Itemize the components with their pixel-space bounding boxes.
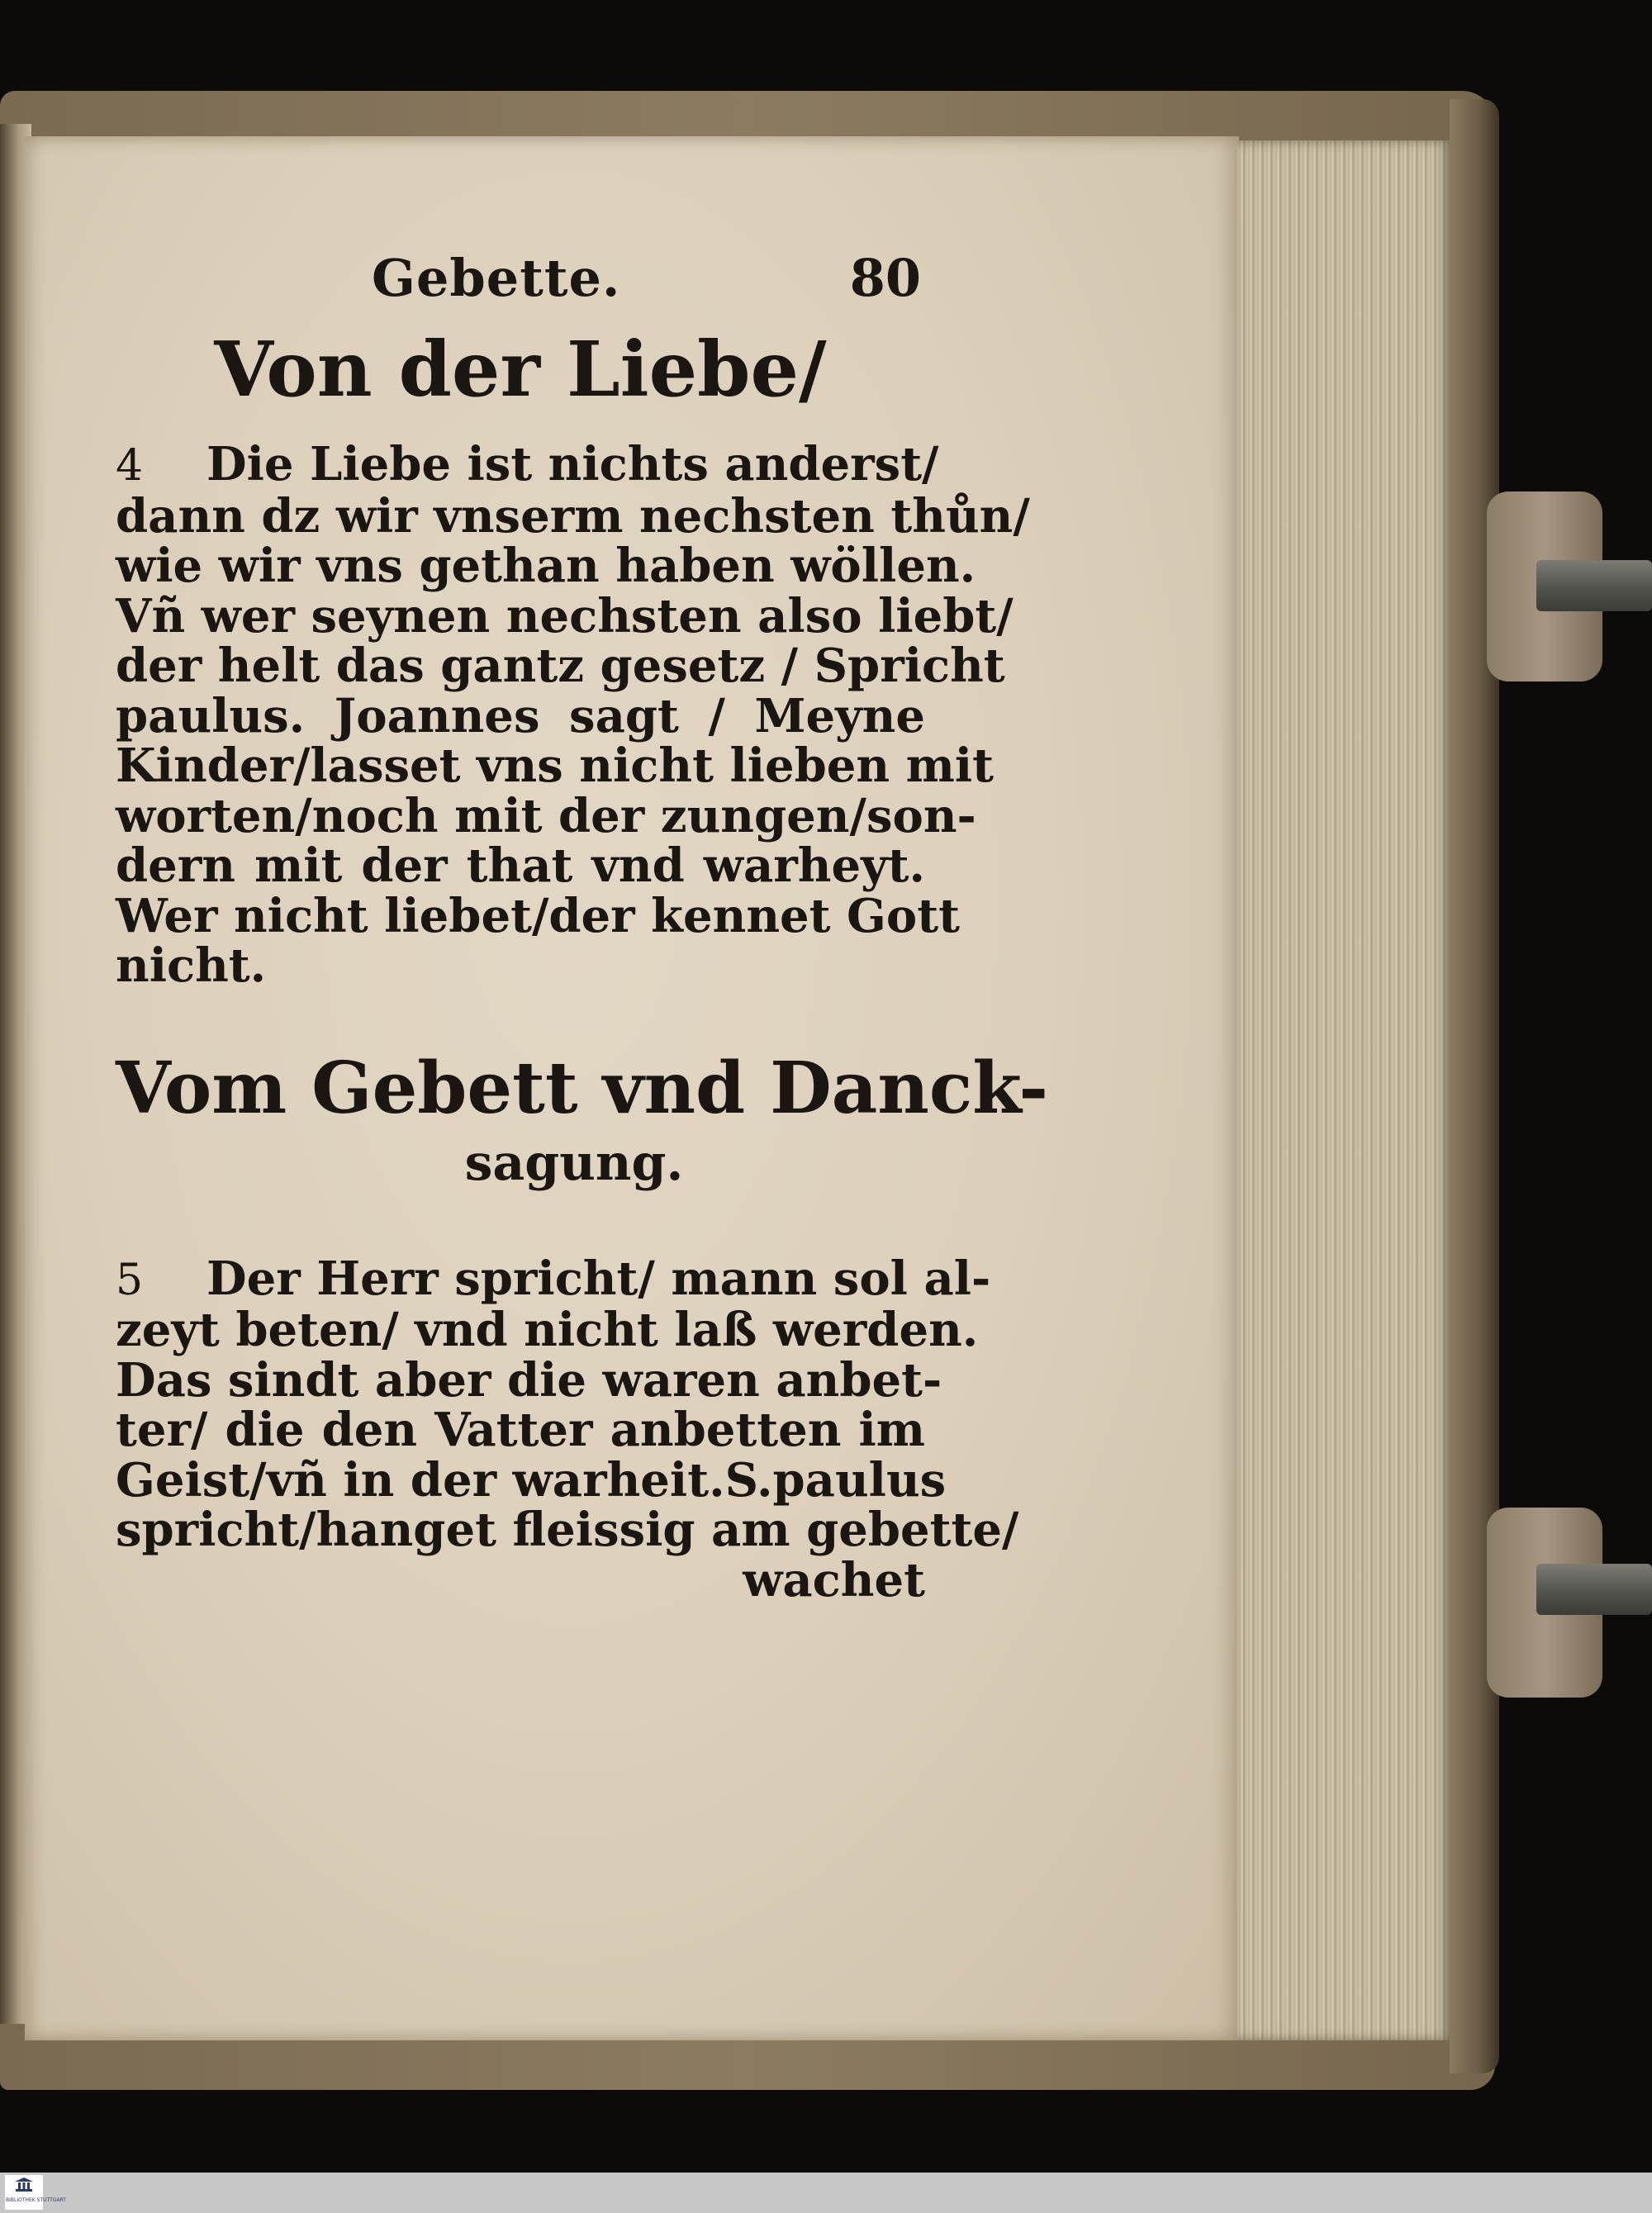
verse-number: 5 (116, 1255, 144, 1305)
verse-number: 4 (116, 441, 144, 491)
page-text (116, 248, 1049, 1608)
verse-line: paulus. Joannes sagt / Meyne (116, 688, 925, 743)
verse-line (116, 1251, 991, 1306)
running-title: Gebette. (372, 248, 621, 308)
cover-edge-right (1450, 99, 1499, 2073)
verse-line-text: Der Herr spricht/ mann sol al- (206, 1251, 991, 1306)
verse-line: wie wir vns gethan haben wöllen. (116, 539, 976, 593)
clasp-pin-upper (1536, 560, 1652, 611)
verse-line: spricht/hanget fleissig am gebette/ (116, 1503, 1019, 1557)
verse-line: der helt das gantz gesetz / Spricht (116, 639, 1005, 693)
clasp-pin-lower (1536, 1564, 1652, 1615)
section-heading-prayer-continued: sagung. (464, 1133, 684, 1192)
verse-line: Wer nicht liebet/der kennet Gott (116, 888, 960, 943)
verse-line: worten/noch mit der zungen/son- (116, 788, 976, 843)
section-heading-love: Von der Liebe/ (214, 325, 827, 414)
verse-line: ter/ die den Vatter anbetten im (116, 1403, 925, 1457)
verse-line: dern mit der that vnd warheyt. (116, 838, 925, 893)
viewer-footer-bar (0, 2173, 1652, 2213)
verse-line: Vñ wer seynen nechsten also liebt/ (116, 588, 1014, 643)
folio-number: 80 (849, 248, 921, 308)
verse-line: zeyt beten/ vnd nicht laß werden. (116, 1303, 979, 1357)
library-logo-icon (14, 2177, 34, 2196)
verse-line: Kinder/lasset vns nicht lieben mit (116, 738, 995, 793)
verse-line: Geist/vñ in der warheit.S.paulus (116, 1452, 947, 1508)
verse-line-text: Die Liebe ist nichts anderst/ (206, 437, 939, 492)
verse-line: nicht. (116, 938, 267, 993)
section-heading-prayer: Vom Gebett vnd Danck- (116, 1046, 1049, 1130)
verse-line: Das sindt aber die waren anbet- (116, 1352, 942, 1408)
verse-line: dann dz wir vnserm nechsten thůn/ (116, 488, 1030, 544)
page-block-fore-edge (1237, 140, 1452, 2040)
library-logo-text: BIBLIOTHEK STUTTGART (6, 2197, 66, 2203)
verse-line (116, 437, 939, 492)
page-header (116, 248, 925, 324)
catchword: wachet (743, 1552, 925, 1608)
